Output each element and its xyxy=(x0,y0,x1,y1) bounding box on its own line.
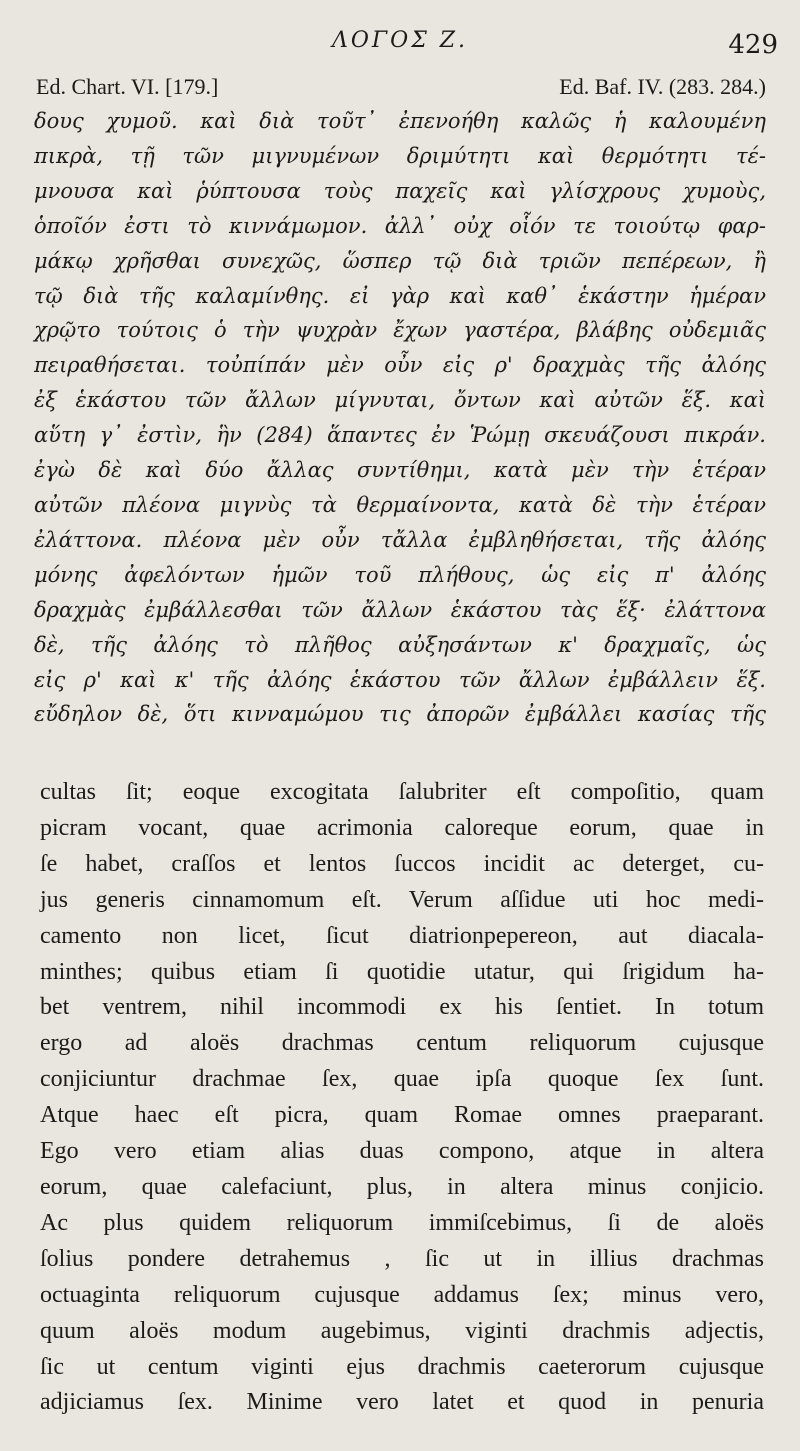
latin-line: minthes; quibus etiam ſi quotidie utatur, qui ſrigidum ha- xyxy=(40,958,764,985)
latin-line: ergo ad aloës drachmas centum reliquorum cujusque xyxy=(40,1030,764,1057)
greek-line: ἐλάττονα. πλέονα μὲν οὖν τἄλλα ἐμβληθήσεται, τῆς ἀλόης xyxy=(34,527,766,552)
latin-line: Ac plus quidem reliquorum immiſcebimus, ſi de aloës xyxy=(40,1209,764,1236)
greek-line: πειραθήσεται. τοὐπίπάν μὲν οὖν εἰς ρ' δραχμὰς τῆς ἀλόης xyxy=(34,353,766,378)
greek-line: τῷ διὰ τῆς καλαμίνθης. εἰ γὰρ καὶ καθ᾽ ἑκάστην ἡμέραν xyxy=(34,283,766,308)
greek-line: μνουσα καὶ ῥύπτουσα τοὺς παχεῖς καὶ γλίσχρους χυμοὺς, xyxy=(34,178,766,203)
greek-line: χρῷτο τούτοις ὁ τὴν ψυχρὰν ἔχων γαστέρα, βλάβης οὐδεμιᾶς xyxy=(34,318,766,343)
greek-line: δους χυμοῦ. καὶ διὰ τοῦτ᾽ ἐπενοήθη καλῶς ἡ καλουμένη xyxy=(34,109,766,133)
running-title: ΛΟΓΟΣ Ζ. xyxy=(331,28,469,53)
latin-line: adjiciamus ſex. Minime vero latet et quod in penuria xyxy=(40,1389,764,1416)
latin-text-block xyxy=(40,775,764,1421)
greek-line: πικρὰ, τῇ τῶν μιγνυμένων δριμύτητι καὶ θερμότητι τέ- xyxy=(34,143,766,168)
latin-line: conjiciuntur drachmae ſex, quae ipſa quoque ſex ſunt. xyxy=(40,1066,764,1093)
latin-line: eorum, quae calefaciunt, plus, in altera minus conjicio. xyxy=(40,1173,764,1200)
latin-line: ſe habet, craſſos et lentos ſuccos incidit ac deterget, cu- xyxy=(40,850,764,877)
greek-line: δὲ, τῆς ἀλόης τὸ πλῆθος αὐξησάντων κ' δραχμαῖς, ὡς xyxy=(34,632,766,657)
greek-line: εἰς ρ' καὶ κ' τῆς ἀλόης ἑκάστου τῶν ἄλλων ἐμβάλλειν ἕξ. xyxy=(34,667,766,692)
greek-line: αὐτῶν πλέονα μιγνὺς τὰ θερμαίνοντα, κατὰ δὲ τὴν ἑτέραν xyxy=(34,492,766,517)
latin-line: octuaginta reliquorum cujusque addamus ſex; minus vero, xyxy=(40,1281,764,1308)
latin-line: jus generis cinnamomum eſt. Verum aſſidue uti hoc medi- xyxy=(40,886,764,913)
latin-line: cultas ſit; eoque excogitata ſalubriter eſt compoſitio, quam xyxy=(40,779,764,805)
latin-line: camento non licet, ſicut diatrionpepereon, aut diacala- xyxy=(40,922,764,949)
latin-line: ſolius pondere detrahemus , ſic ut in illius drachmas xyxy=(40,1245,764,1272)
page-number: 429 xyxy=(728,30,778,60)
greek-line: μόνης ἀφελόντων ἡμῶν τοῦ πλήθους, ὡς εἰς π' ἀλόης xyxy=(34,562,766,587)
greek-line: ἐξ ἑκάστου τῶν ἄλλων μίγνυται, ὄντων καὶ αὐτῶν ἕξ. καὶ xyxy=(34,388,766,413)
greek-line: ἐγὼ δὲ καὶ δύο ἄλλας συντίθημι, κατὰ μὲν τὴν ἑτέραν xyxy=(34,458,766,483)
latin-line: Atque haec eſt picra, quam Romae omnes praeparant. xyxy=(40,1102,764,1129)
greek-line: δραχμὰς ἐμβάλλεσθαι τῶν ἄλλων ἑκάστου τὰς ἕξ· ἐλάττονα xyxy=(34,597,766,622)
greek-text-block xyxy=(34,104,766,732)
latin-line: bet ventrem, nihil incommodi ex his ſentiet. In totum xyxy=(40,994,764,1021)
edition-basel-reference: Ed. Baf. IV. (283. 284.) xyxy=(559,74,766,99)
latin-line: picram vocant, quae acrimonia caloreque eorum, quae in xyxy=(40,814,764,841)
greek-line: αὕτη γ᾽ ἐστὶν, ἣν (284) ἅπαντες ἐν Ῥώμῃ σκευάζουσι πικράν. xyxy=(34,423,766,448)
greek-line: ὁποῖόν ἐστι τὸ κιννάμωμον. ἀλλ᾽ οὐχ οἷόν τε τοιούτῳ φαρ- xyxy=(34,213,766,238)
latin-line: quum aloës modum augebimus, viginti drachmis adjectis, xyxy=(40,1317,764,1344)
edition-line xyxy=(36,74,766,100)
latin-line: Ego vero etiam alias duas compono, atque in altera xyxy=(40,1138,764,1165)
latin-line: ſic ut centum viginti ejus drachmis caeterorum cujusque xyxy=(40,1353,764,1380)
greek-line: μάκῳ χρῆσθαι συνεχῶς, ὥσπερ τῷ διὰ τριῶν πεπέρεων, ἢ xyxy=(34,248,766,273)
edition-chart-reference: Ed. Chart. VI. [179.] xyxy=(36,74,219,99)
greek-line: εὔδηλον δὲ, ὅτι κινναμώμου τις ἀπορῶν ἐμβάλλει κασίας τῆς xyxy=(34,702,766,727)
